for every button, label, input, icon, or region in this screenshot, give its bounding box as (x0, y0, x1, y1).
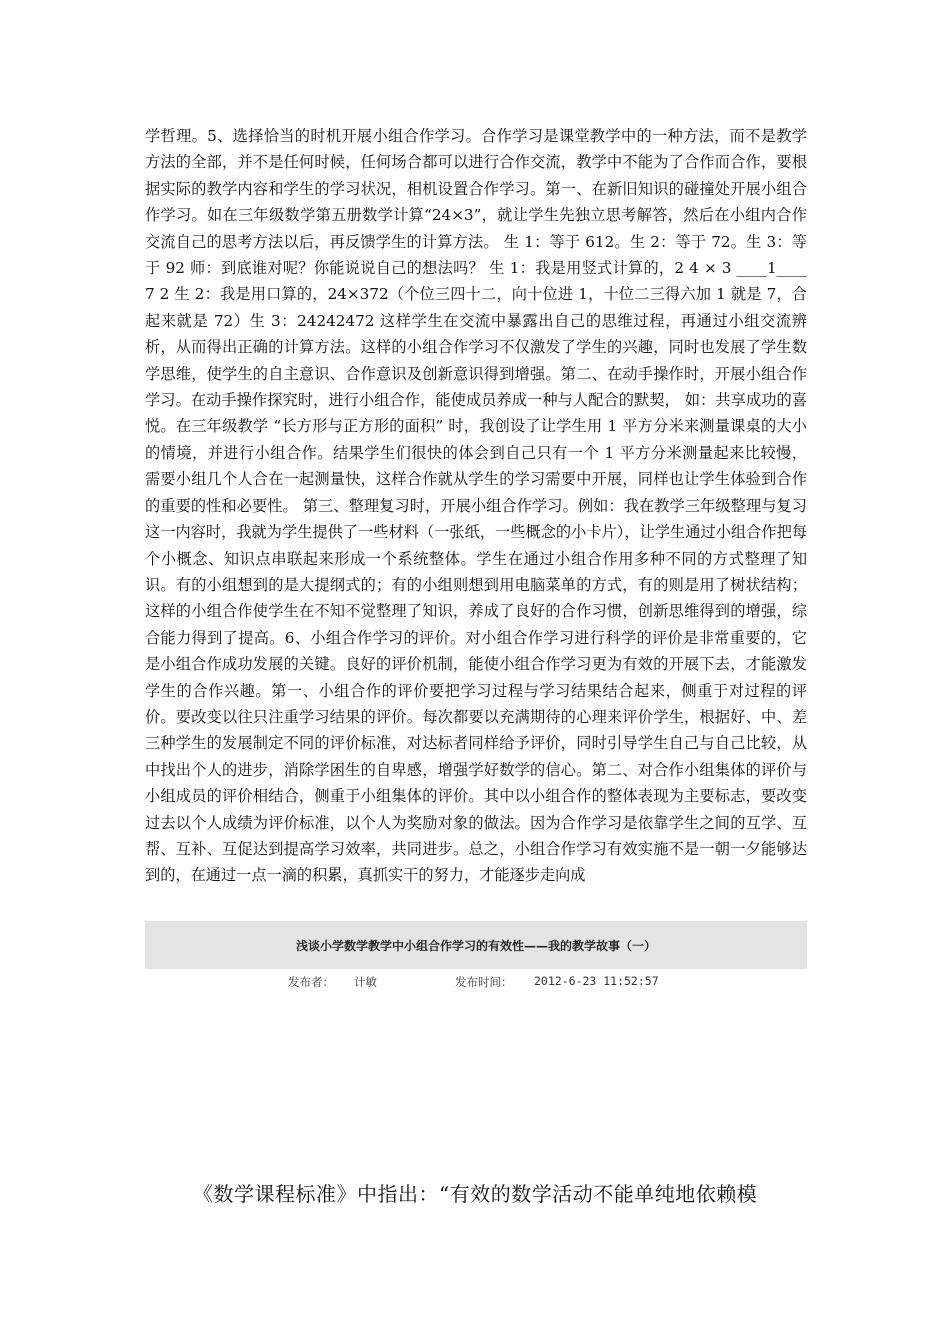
article-body: 学哲理。5、选择恰当的时机开展小组合作学习。合作学习是课堂教学中的一种方法，而不是教学方法的全部，并不是任何时候，任何场合都可以进行合作交流，教学中不能为了合作而合作，要根据实际的教学内容和学生的学习状况，相机设置合作学习。第一、在新旧知识的碰撞处开展小组合作学习。如在三年级数学第五册数学计算“24×3”，就让学生先独立思考解答，然后在小组内合作交流自己的思考方法以后，再反馈学生的计算方法。 生 1：等于 612。生 2：等于 72。生 3：等于 92 师：到底谁对呢？你能说说自己的想法吗？ 生 1：我是用竖式计算的，2 4 × 3 ____1____ 7 2 生 2：我是用口算的，24×372（个位三四十二，向十位进 1，十位二三得六加 1 就是 7，合起来就是 72）生 3：24242472 这样学生在交流中暴露出自己的思维过程，再通过小组交流辨析，从而得出正确的计算方法。这样的小组合作学习不仅激发了学生的兴趣，同时也发展了学生数学思维，使学生的自主意识、合作意识及创新意识得到增强。第二、在动手操作时，开展小组合作学习。在动手操作探究时，进行小组合作，能使成员养成一种与人配合的默契， 如：共享成功的喜悦。在三年级教学 “长方形与正方形的面积” 时，我创设了让学生用 1 平方分米来测量课桌的大小的情境，并进行小组合作。结果学生们很快的体会到自己只有一个 1 平方分米测量起来比较慢， 需要小组几个人合在一起测量快，这样合作就从学生的学习需要中开展，同样也让学生体验到合作的重要的性和必要性。 第三、整理复习时，开展小组合作学习。例如：我在教学三年级整理与复习这一内容时，我就为学生提供了一些材料（一张纸，一些概念的小卡片），让学生通过小组合作把每个小概念、知识点串联起来形成一个系统整体。学生在通过小组合作用多种不同的方式整理了知识。有的小组想到的是大提纲式的；有的小组则想到用电脑菜单的方式，有的则是用了树状结构；这样的小组合作使学生在不知不觉整理了知识，养成了良好的合作习惯，创新思维得到的增强，综合能力得到了提高。6、小组合作学习的评价。对小组合作学习进行科学的评价是非常重要的，它是小组合作成功发展的关键。良好的评价机制，能使小组合作学习更为有效的开展下去，才能激发学生的合作兴趣。第一、小组合作的评价要把学习过程与学习结果结合起来，侧重于对过程的评价。要改变以往只注重学习结果的评价。每次都要以充满期待的心理来评价学生，根据好、中、差三种学生的发展制定不同的评价标准，对达标者同样给予评价，同时引导学生自己与自己比较，从中找出个人的进步，消除学困生的自卑感，增强学好数学的信心。第二、对合作小组集体的评价与小组成员的评价相结合，侧重于小组集体的评价。其中以小组合作的整体表现为主要标志，要改变过去以个人成绩为评价标准，以个人为奖励对象的做法。因为合作学习是依靠学生之间的互学、互帮、互补、互促达到提高学习效率，共同进步。总之，小组合作学习有效实施不是一朝一夕能够达到的，在通过一点一滴的积累，真抓实干的努力，才能逐步走向成 (145, 127, 807, 885)
next-paragraph: 《数学课程标准》中指出：“有效的数学活动不能单纯地依赖模 (193, 1182, 758, 1206)
publisher-name: 计敏 (354, 975, 377, 989)
post-title: 浅谈小学数学教学中小组合作学习的有效性——我的教学故事（一） (295, 938, 656, 953)
post-title-bar (145, 921, 807, 969)
publish-time-label: 发布时间： (455, 975, 513, 989)
publisher-label: 发布者： (288, 975, 334, 989)
post-meta (145, 972, 807, 992)
publish-time: 2012-6-23 11:52:57 (534, 974, 659, 988)
